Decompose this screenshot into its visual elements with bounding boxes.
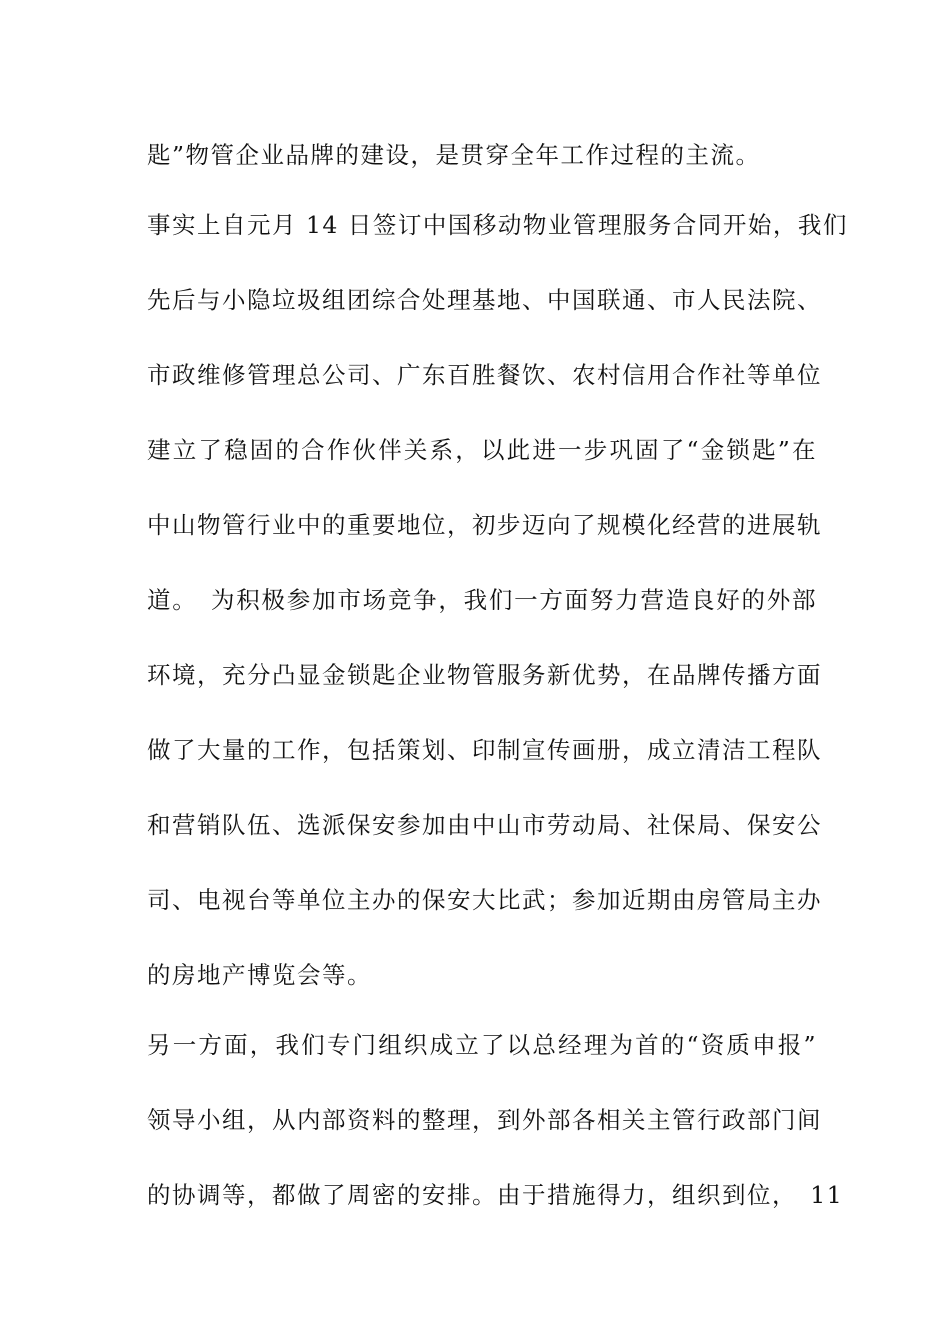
text-line: 道。 为积极参加市场竞争，我们一方面努力营造良好的外部 (147, 586, 817, 614)
text-line: 做了大量的工作，包括策划、印制宣传画册，成立清洁工程队 (147, 736, 822, 764)
text-line: 环境，充分凸显金锁匙企业物管服务新优势，在品牌传播方面 (147, 661, 822, 689)
text-line: 建立了稳固的合作伙伴关系，以此进一步巩固了“金锁匙”在 (147, 436, 817, 464)
text-line: 司、电视台等单位主办的保安大比武；参加近期由房管局主办 (147, 886, 822, 914)
text-line: 市政维修管理总公司、广东百胜餐饮、农村信用合作社等单位 (147, 361, 822, 389)
text-line: 先后与小隐垃圾组团综合处理基地、中国联通、市人民法院、 (147, 286, 822, 314)
text-line: 匙”物管企业品牌的建设，是贯穿全年工作过程的主流。 (147, 141, 761, 169)
text-line: 另一方面，我们专门组织成立了以总经理为首的“资质申报” (147, 1031, 817, 1059)
text-line: 和营销队伍、选派保安参加由中山市劳动局、社保局、保安公 (147, 811, 822, 839)
text-line: 领导小组，从内部资料的整理，到外部各相关主管行政部门间 (147, 1106, 822, 1134)
text-line: 事实上自元月 14 日签订中国移动物业管理服务合同开始，我们 (147, 211, 848, 239)
text-line: 的房地产博览会等。 (147, 961, 372, 989)
text-line: 的协调等，都做了周密的安排。由于措施得力，组织到位， 11 (147, 1181, 844, 1209)
text-line: 中山物管行业中的重要地位，初步迈向了规模化经营的进展轨 (147, 511, 822, 539)
